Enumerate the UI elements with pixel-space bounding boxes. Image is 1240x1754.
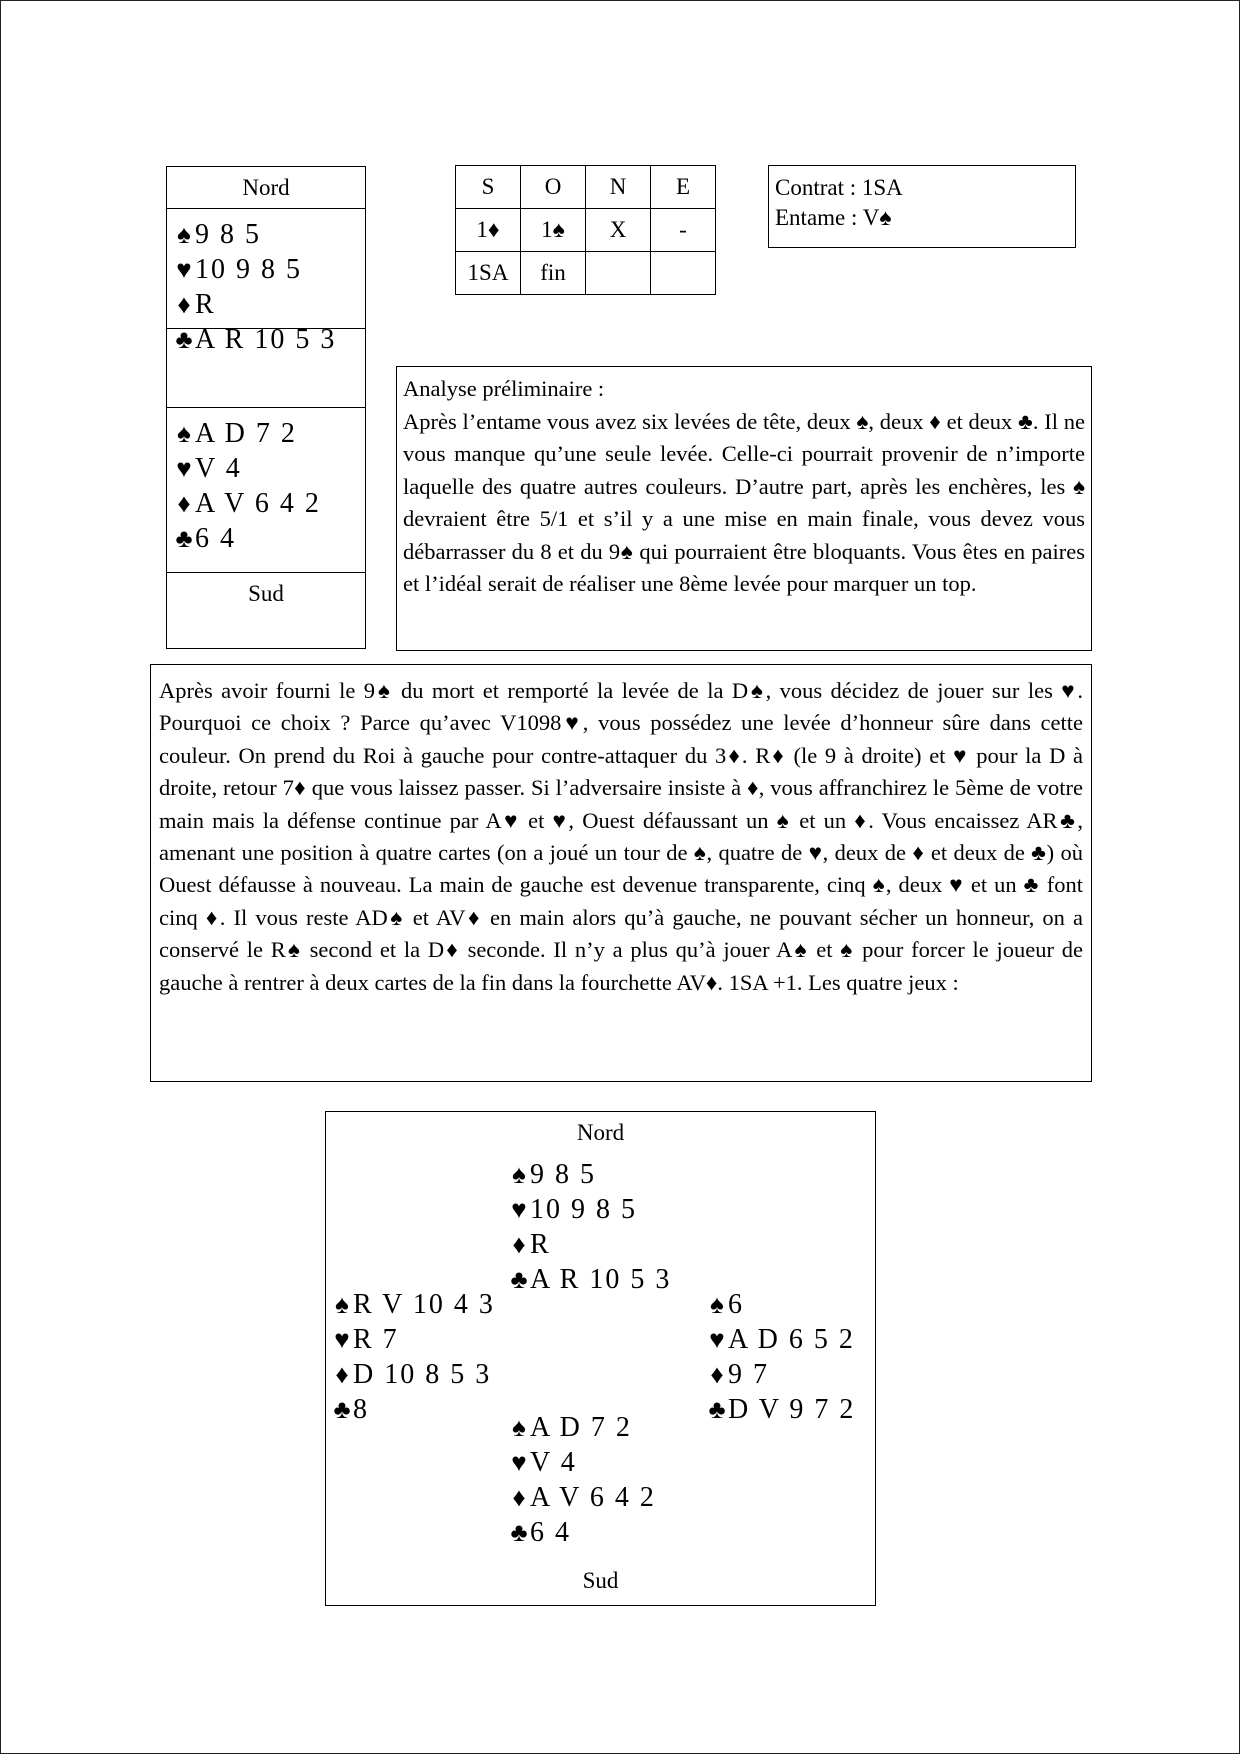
bid-cell [651, 252, 716, 295]
club-icon: ♣ [333, 1395, 351, 1424]
diamond-icon: ♦ [512, 1483, 526, 1512]
cards: R V 10 4 3 [353, 1289, 495, 1320]
club-icon: ♣ [175, 325, 193, 354]
cards: D V 9 7 2 [728, 1394, 856, 1425]
deal-north-diamonds [508, 1227, 671, 1262]
deal-west-spades [331, 1287, 495, 1322]
south-spades-cards: A D 7 2 [195, 418, 297, 449]
deal-south-spades [508, 1410, 656, 1445]
club-icon: ♣ [708, 1395, 726, 1424]
heart-icon: ♥ [511, 1448, 527, 1477]
bid-cell: fin [521, 252, 586, 295]
deal-north-hand [508, 1157, 671, 1297]
deal-north-clubs [508, 1262, 671, 1297]
deal-north-hearts [508, 1192, 671, 1227]
bid-header-south: S [456, 166, 521, 209]
heart-icon: ♥ [511, 1195, 527, 1224]
diamond-icon: ♦ [177, 290, 191, 319]
bid-cell: - [651, 209, 716, 252]
spade-icon: ♠ [335, 1290, 349, 1319]
cards: A R 10 5 3 [530, 1264, 672, 1295]
bidding-header-row [456, 166, 716, 209]
north-south-diagram [166, 166, 366, 649]
diamond-icon: ♦ [710, 1360, 724, 1389]
heart-icon: ♥ [709, 1325, 725, 1354]
deal-west-hand [331, 1287, 495, 1427]
cards: 9 8 5 [530, 1159, 596, 1190]
south-label [167, 573, 365, 650]
deal-west-hearts [331, 1322, 495, 1357]
diamond-icon: ♦ [177, 489, 191, 518]
north-spades-cards: 9 8 5 [195, 219, 261, 250]
analysis-title: Analyse préliminaire : [403, 376, 605, 401]
north-hearts-cards: 10 9 8 5 [195, 254, 302, 285]
deal-north-spades [508, 1157, 671, 1192]
bid-cell: 1♠ [521, 209, 586, 252]
north-diamonds [173, 287, 365, 322]
spade-icon: ♠ [512, 1160, 526, 1189]
cards: 8 [353, 1394, 369, 1425]
spade-icon: ♠ [512, 1413, 526, 1442]
diamond-icon: ♦ [512, 1230, 526, 1259]
deal-east-clubs [706, 1392, 855, 1427]
deal-south-hand [508, 1410, 656, 1550]
bid-cell: 1SA [456, 252, 521, 295]
south-diamonds [173, 486, 365, 521]
club-icon: ♣ [510, 1518, 528, 1547]
deal-east-diamonds [706, 1357, 855, 1392]
south-clubs [173, 521, 365, 556]
heart-icon: ♥ [176, 454, 192, 483]
bid-cell: X [586, 209, 651, 252]
bidding-row [456, 252, 716, 295]
diamond-icon: ♦ [335, 1360, 349, 1389]
deal-east-hand [706, 1287, 855, 1427]
spade-icon: ♠ [177, 419, 191, 448]
bid-header-east: E [651, 166, 716, 209]
deal-north-label: Nord [576, 1120, 625, 1145]
cards: R 7 [353, 1324, 399, 1355]
south-label-text: Sud [248, 581, 284, 606]
cards: D 10 8 5 3 [353, 1359, 492, 1390]
south-hand [167, 408, 365, 573]
spade-icon: ♠ [710, 1290, 724, 1319]
south-diamonds-cards: A V 6 4 2 [195, 488, 321, 519]
north-label: Nord [167, 167, 365, 209]
north-diamonds-cards: R [195, 289, 216, 320]
club-icon: ♣ [175, 524, 193, 553]
north-spades [173, 217, 365, 252]
bidding-row [456, 209, 716, 252]
south-hearts-cards: V 4 [195, 453, 242, 484]
deal-south-diamonds [508, 1480, 656, 1515]
full-deal-diagram [325, 1111, 876, 1606]
heart-icon: ♥ [334, 1325, 350, 1354]
south-spades [173, 416, 365, 451]
contract-box [768, 165, 1076, 248]
south-clubs-cards: 6 4 [195, 523, 236, 554]
deal-south-hearts [508, 1445, 656, 1480]
north-hearts [173, 252, 365, 287]
deal-west-clubs [331, 1392, 495, 1427]
bid-cell: 1♦ [456, 209, 521, 252]
lead-line: Entame : V♠ [775, 205, 892, 230]
cards: 10 9 8 5 [530, 1194, 637, 1225]
bid-header-west: O [521, 166, 586, 209]
cards: A D 6 5 2 [728, 1324, 855, 1355]
cards: 9 7 [728, 1359, 769, 1390]
play-description-text: Après avoir fourni le 9♠ du mort et remporté la levée de la D♠, vous décidez de jouer sur les ♥. Pourquoi ce choix ? Parce qu’avec V1098♥, vous possédez une levée d’honneur sûre dans cette couleur. On prend du Roi à gauche pour contre-attaquer du 3♦. R♦ (le 9 à droite) et ♥ pour la D à droite, retour 7♦ que vous laissez passer. Si l’adversaire insiste à ♦, vous affranchirez le 5ème de votre main mais la défense continue par A♥ et ♥, Ouest défaussant un ♠ et un ♦. Vous encaissez AR♣, amenant une position à quatre cartes (on a joué un tour de ♠, quatre de ♥, deux de ♦ et deux de ♣) où Ouest défausse à nouveau. La main de gauche est devenue transparente, cinq ♠, deux ♥ et un ♣ font cinq ♦. Il vous reste AD♠ et AV♦ en main alors qu’à gauche, ne pouvant sécher un honneur, on a conservé le R♠ second et la D♦ seconde. Il n’y a plus qu’à jouer A♠ et ♠ pour forcer le joueur de gauche à rentrer à deux cartes de la fin dans la fourchette AV♦. 1SA +1. Les quatre jeux : [159, 678, 1083, 995]
cards: V 4 [530, 1447, 577, 1478]
cards: A D 7 2 [530, 1412, 632, 1443]
play-description [150, 664, 1092, 1082]
deal-west-diamonds [331, 1357, 495, 1392]
north-hand [167, 209, 365, 355]
spade-icon: ♠ [177, 220, 191, 249]
blank-cell [167, 329, 365, 408]
cards: A V 6 4 2 [530, 1482, 656, 1513]
club-icon: ♣ [510, 1265, 528, 1294]
south-hearts [173, 451, 365, 486]
analysis-body: Après l’entame vous avez six levées de tête, deux ♠, deux ♦ et deux ♣. Il ne vous manque qu’une seule levée. Celle-ci pourrait provenir de n’importe laquelle des quatre autres couleurs. D’autre part, après les enchères, les ♠ devraient être 5/1 et s’il y a une mise en main finale, vous devez vous débarrasser du 8 et du 9♠ qui pourraient être bloquants. Vous êtes en paires et l’idéal serait de réaliser une 8ème levée pour marquer un top. [403, 408, 1085, 596]
bid-header-north: N [586, 166, 651, 209]
analysis-box [396, 366, 1092, 651]
deal-south-clubs [508, 1515, 656, 1550]
deal-east-spades [706, 1287, 855, 1322]
cards: 6 [728, 1289, 744, 1320]
bidding-table [455, 165, 716, 295]
bid-cell [586, 252, 651, 295]
deal-east-hearts [706, 1322, 855, 1357]
north-clubs-cards: A R 10 5 3 [195, 324, 337, 355]
cards: R [530, 1229, 551, 1260]
deal-south-label: Sud [582, 1568, 619, 1593]
heart-icon: ♥ [176, 255, 192, 284]
contract-line: Contrat : 1SA [775, 175, 903, 200]
cards: 6 4 [530, 1517, 571, 1548]
